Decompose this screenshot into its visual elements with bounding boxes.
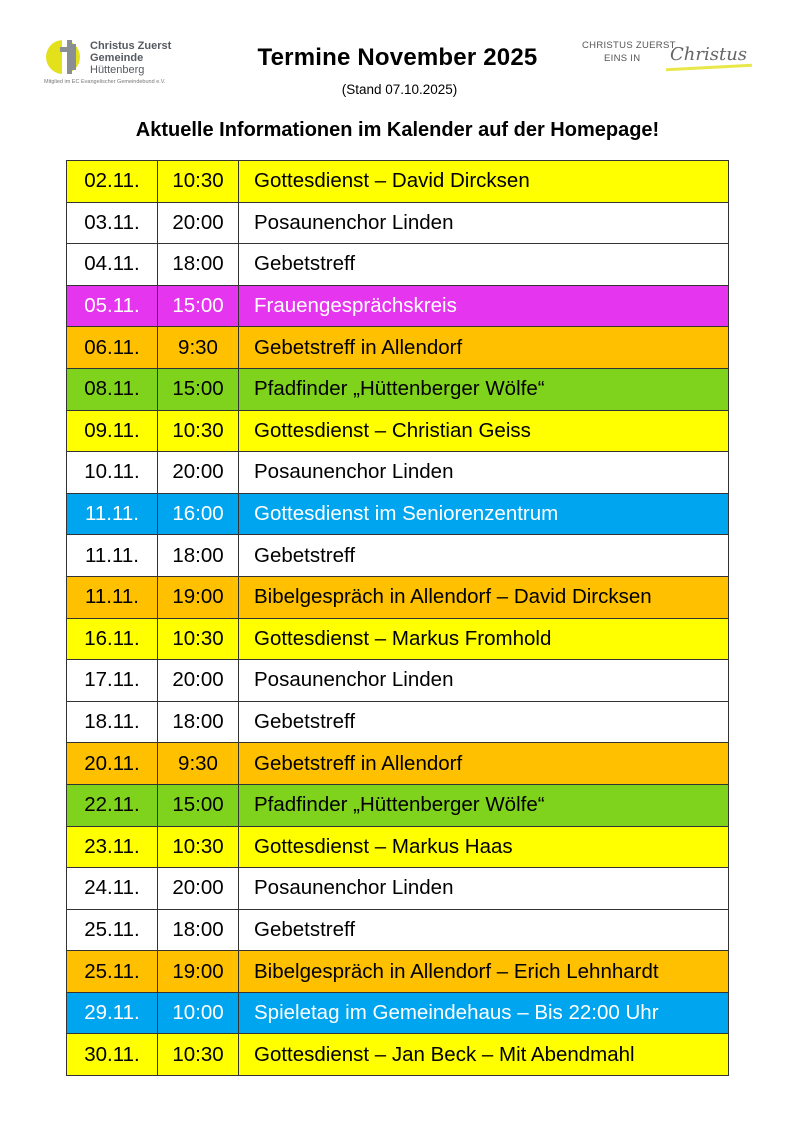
table-row	[67, 701, 729, 743]
event-date: 25.11.	[67, 951, 158, 993]
event-date: 02.11.	[67, 161, 158, 203]
event-name: Gebetstreff	[239, 701, 729, 743]
event-date: 30.11.	[67, 1034, 158, 1076]
logo-membership-note: Mitglied im EC Evangelischer Gemeindebund e.V.	[44, 79, 166, 85]
event-name: Gottesdienst – Markus Haas	[239, 826, 729, 868]
event-time: 20:00	[158, 452, 239, 494]
event-time: 20:00	[158, 868, 239, 910]
event-date: 11.11.	[67, 535, 158, 577]
motto-line2: EINS IN	[604, 53, 641, 64]
event-time: 19:00	[158, 951, 239, 993]
event-name: Gottesdienst im Seniorenzentrum	[239, 493, 729, 535]
event-date: 05.11.	[67, 285, 158, 327]
table-row	[67, 452, 729, 494]
event-time: 18:00	[158, 535, 239, 577]
event-table	[66, 160, 729, 1076]
event-time: 15:00	[158, 285, 239, 327]
event-time: 9:30	[158, 743, 239, 785]
event-date: 17.11.	[67, 660, 158, 702]
table-row	[67, 535, 729, 577]
table-row	[67, 951, 729, 993]
event-time: 10:30	[158, 618, 239, 660]
page-title: Termine November 2025	[257, 44, 538, 71]
event-time: 9:30	[158, 327, 239, 369]
event-time: 15:00	[158, 784, 239, 826]
event-name: Gebetstreff	[239, 909, 729, 951]
event-time: 20:00	[158, 202, 239, 244]
event-date: 16.11.	[67, 618, 158, 660]
event-time: 18:00	[158, 244, 239, 286]
table-row	[67, 743, 729, 785]
table-row	[67, 410, 729, 452]
event-date: 18.11.	[67, 701, 158, 743]
event-date: 11.11.	[67, 493, 158, 535]
table-row	[67, 868, 729, 910]
event-name: Gottesdienst – David Dircksen	[239, 161, 729, 203]
table-row	[67, 909, 729, 951]
event-date: 25.11.	[67, 909, 158, 951]
event-time: 10:30	[158, 826, 239, 868]
event-name: Bibelgespräch in Allendorf – Erich Lehnhardt	[239, 951, 729, 993]
table-row	[67, 285, 729, 327]
event-time: 18:00	[158, 701, 239, 743]
table-row	[67, 660, 729, 702]
event-name: Gottesdienst – Markus Fromhold	[239, 618, 729, 660]
event-date: 10.11.	[67, 452, 158, 494]
table-row	[67, 1034, 729, 1076]
motto-line1: CHRISTUS ZUERST.	[582, 40, 678, 51]
event-name: Gebetstreff in Allendorf	[239, 327, 729, 369]
event-name: Gottesdienst – Christian Geiss	[239, 410, 729, 452]
event-name: Gebetstreff in Allendorf	[239, 743, 729, 785]
event-name: Posaunenchor Linden	[239, 660, 729, 702]
table-row	[67, 826, 729, 868]
table-row	[67, 244, 729, 286]
event-name: Spieletag im Gemeindehaus – Bis 22:00 Uhr	[239, 992, 729, 1034]
logo-org-line3: Hüttenberg	[90, 64, 145, 76]
status-date: (Stand 07.10.2025)	[341, 82, 458, 97]
event-name: Bibelgespräch in Allendorf – David Dircksen	[239, 576, 729, 618]
event-time: 10:30	[158, 410, 239, 452]
event-name: Gebetstreff	[239, 244, 729, 286]
event-date: 20.11.	[67, 743, 158, 785]
motto-logo	[580, 38, 756, 78]
event-time: 10:30	[158, 1034, 239, 1076]
event-table-body	[67, 161, 729, 1076]
table-row	[67, 493, 729, 535]
event-date: 08.11.	[67, 368, 158, 410]
event-name: Gebetstreff	[239, 535, 729, 577]
event-time: 18:00	[158, 909, 239, 951]
event-name: Frauengesprächskreis	[239, 285, 729, 327]
logo-org-line2: Gemeinde	[90, 52, 144, 64]
table-row	[67, 992, 729, 1034]
event-date: 09.11.	[67, 410, 158, 452]
event-name: Gottesdienst – Jan Beck – Mit Abendmahl	[239, 1034, 729, 1076]
table-row	[67, 576, 729, 618]
table-row	[67, 784, 729, 826]
event-time: 16:00	[158, 493, 239, 535]
table-row	[67, 327, 729, 369]
event-date: 06.11.	[67, 327, 158, 369]
event-name: Posaunenchor Linden	[239, 868, 729, 910]
headline-notice: Aktuelle Informationen im Kalender auf der Homepage!	[135, 119, 660, 141]
event-date: 03.11.	[67, 202, 158, 244]
event-name: Posaunenchor Linden	[239, 452, 729, 494]
event-time: 10:30	[158, 161, 239, 203]
table-row	[67, 618, 729, 660]
event-date: 29.11.	[67, 992, 158, 1034]
logo-org-line1: Christus Zuerst	[90, 40, 172, 52]
event-name: Posaunenchor Linden	[239, 202, 729, 244]
event-date: 23.11.	[67, 826, 158, 868]
table-row	[67, 202, 729, 244]
event-date: 11.11.	[67, 576, 158, 618]
table-row	[67, 368, 729, 410]
event-date: 04.11.	[67, 244, 158, 286]
event-time: 20:00	[158, 660, 239, 702]
event-time: 19:00	[158, 576, 239, 618]
event-date: 24.11.	[67, 868, 158, 910]
motto-script: Christus	[670, 44, 748, 65]
event-time: 15:00	[158, 368, 239, 410]
event-name: Pfadfinder „Hüttenberger Wölfe“	[239, 784, 729, 826]
event-name: Pfadfinder „Hüttenberger Wölfe“	[239, 368, 729, 410]
event-date: 22.11.	[67, 784, 158, 826]
event-time: 10:00	[158, 992, 239, 1034]
table-row	[67, 161, 729, 203]
